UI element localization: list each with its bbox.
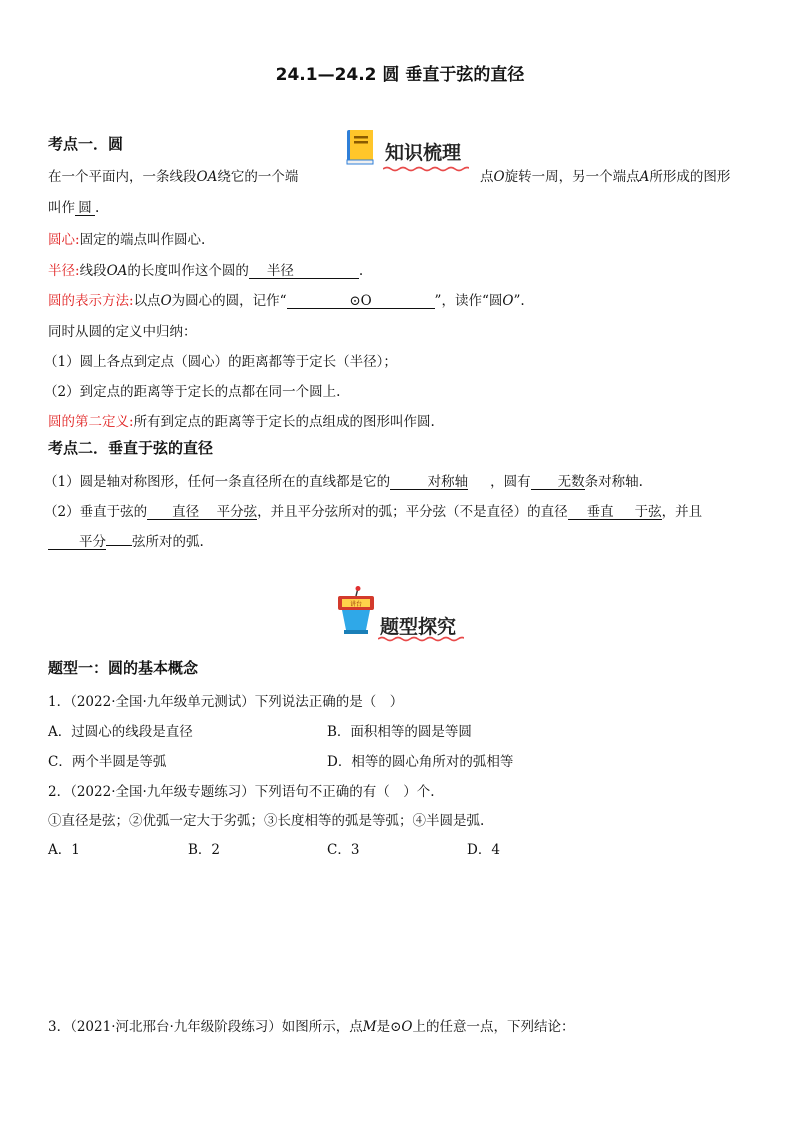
book-icon <box>345 128 379 168</box>
q1-option-b: B．面积相等的圆是等圆 <box>327 724 472 740</box>
knowledge-banner-label: 知识梳理 <box>385 142 462 164</box>
section-heading-perpendicular: 考点二．垂直于弦的直径 <box>48 439 214 457</box>
page-title: 24.1—24.2 圆 垂直于弦的直径 <box>275 65 525 85</box>
notation-definition: 圆的表示方法:以点O为圆心的圆，记作“ ⊙O ”，读作“圆O”. <box>48 293 525 309</box>
q2-option-a: A．1 <box>48 842 80 858</box>
knowledge-banner <box>345 126 470 172</box>
symmetry-statement: （1）圆是轴对称图形，任何一条直径所在的直线都是它的 对称轴 ，圆有 无数条对称轴. <box>44 474 643 490</box>
podium-icon <box>336 586 376 638</box>
second-definition: 圆的第二定义:所有到定点的距离等于定长的点组成的图形叫作圆. <box>48 414 435 430</box>
question-type-heading: 题型一：圆的基本概念 <box>48 659 199 677</box>
section-heading-circle: 考点一．圆 <box>48 135 124 153</box>
wavy-underline <box>378 636 464 642</box>
wavy-underline <box>383 166 469 172</box>
podium-label: 讲台 <box>349 601 363 608</box>
q2-option-c: C．3 <box>327 842 360 858</box>
definition-line-1a: 在一个平面内，一条线段OA绕它的一个端 <box>48 169 299 185</box>
property-item-1: （1）圆上各点到定点（圆心）的距离都等于定长（半径）； <box>44 354 397 370</box>
q2-option-d: D．4 <box>467 842 500 858</box>
explore-banner <box>336 586 466 642</box>
question-1: 1．（2022·全国·九年级单元测试）下列说法正确的是（ ） <box>48 694 404 710</box>
q1-option-c: C．两个半圆是等弧 <box>48 754 167 770</box>
q1-option-d: D．相等的圆心角所对的弧相等 <box>327 754 514 770</box>
radius-definition: 半径:线段OA的长度叫作这个圆的 半径 . <box>48 263 364 279</box>
theorem-statement-line-1: （2）垂直于弦的 直径 平分弦，并且平分弦所对的弧；平分弦（不是直径）的直径 垂直 于弦，并且 <box>44 504 703 520</box>
explore-banner-label: 题型探究 <box>380 616 457 638</box>
question-2: 2．（2022·全国·九年级专题练习）下列语句不正确的有（ ）个. <box>48 784 435 800</box>
q2-option-b: B．2 <box>188 842 221 858</box>
summary-line: 同时从圆的定义中归纳： <box>48 324 197 340</box>
center-definition: 圆心:固定的端点叫作圆心. <box>48 232 206 248</box>
property-item-2: （2）到定点的距离等于定长的点都在同一个圆上. <box>44 384 341 400</box>
q2-statements: ①直径是弦；②优弧一定大于劣弧；③长度相等的弧是等弧；④半圆是弧. <box>48 813 485 829</box>
theorem-statement-line-2: 平分 弦所对的弧. <box>48 530 204 550</box>
definition-line-1b: 点O旋转一周，另一个端点A所形成的图形 <box>480 169 731 185</box>
question-3: 3．（2021·河北邢台·九年级阶段练习）如图所示，点M是⊙O上的任意一点，下列结论： <box>48 1019 575 1035</box>
definition-line-2: 叫作 圆 . <box>48 200 100 216</box>
q1-option-a: A．过圆心的线段是直径 <box>48 724 193 740</box>
